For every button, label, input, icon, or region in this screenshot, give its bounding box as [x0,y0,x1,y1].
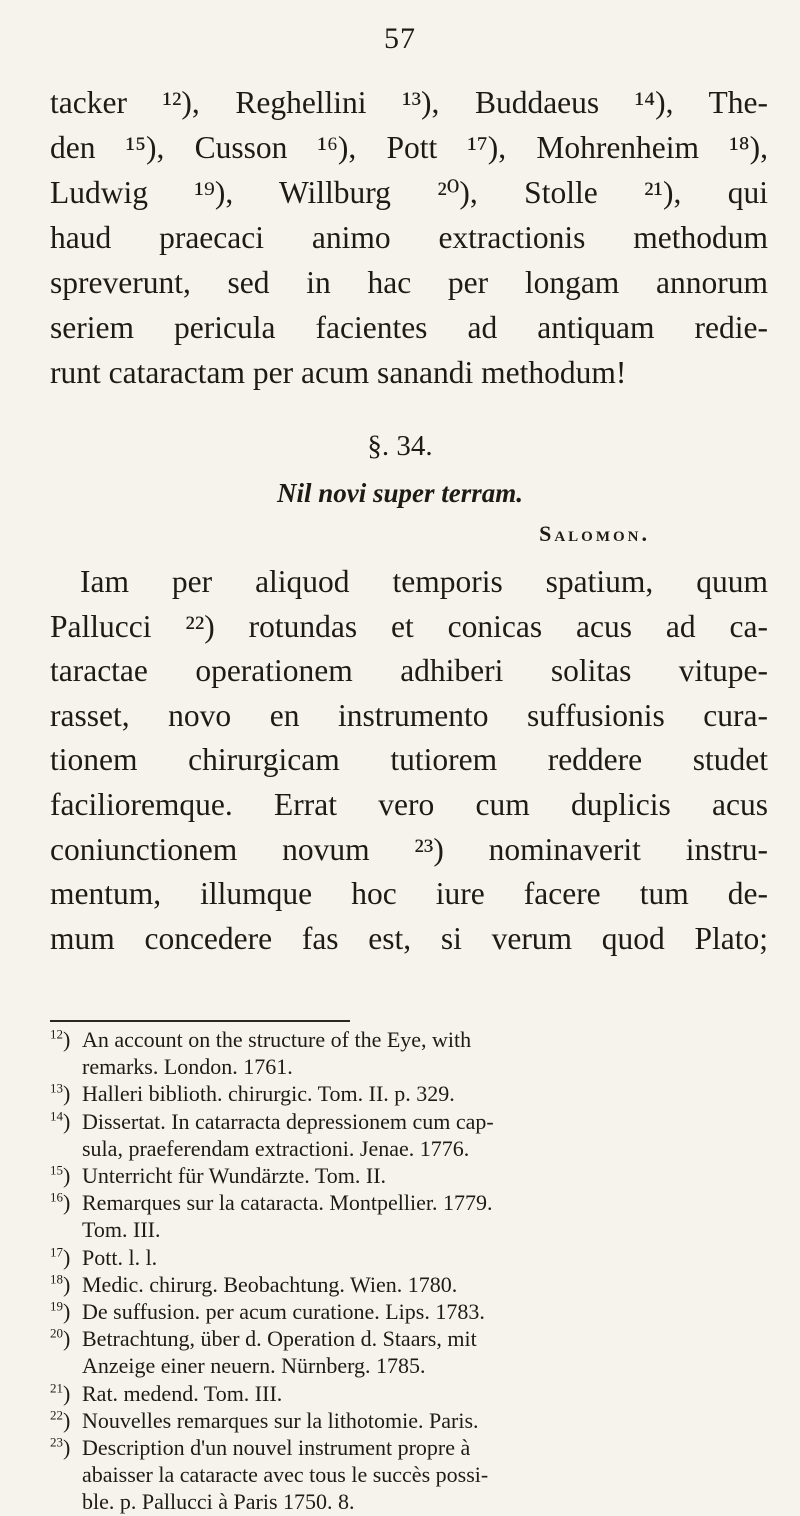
footnote-divider [50,1020,350,1022]
footnote-text: ble. p. Pallucci à Paris 1750. 8. [82,1489,355,1515]
footnote-text: Betrachtung, über d. Operation d. Staars, mit [82,1326,477,1352]
footnote [50,1407,768,1434]
footnote-text: Unterricht für Wundärzte. Tom. II. [82,1163,387,1189]
footnote-text: Description d'un nouvel instrument propre à [82,1435,471,1461]
footnote-number: $^{23}$) [50,1434,71,1461]
footnote-number: $^{18}$) [50,1271,71,1297]
footnote [50,1080,768,1107]
footnote-text: Rat. medend. Tom. III. [82,1380,283,1406]
footnote [50,1271,768,1298]
footnote-text: abaisser la cataracte avec tous le succès possi- [82,1462,489,1488]
text-line: runt cataractam per acum sanandi methodum! [50,355,627,390]
section-motto: Nil novi super terram. [276,478,524,508]
footnote-text: Anzeige einer neuern. Nürnberg. 1785. [82,1353,426,1379]
page-number: 57 [384,22,416,55]
paragraph-2 [50,560,768,961]
footnote-number: $^{13}$) [50,1081,71,1107]
footnote-number: $^{21}$) [50,1380,71,1406]
footnote-text: Halleri biblioth. chirurgic. Tom. II. p. 329. [82,1081,455,1107]
footnote-text: Nouvelles remarques sur la lithotomie. Paris. [82,1407,479,1433]
paragraph-1 [50,80,768,395]
footnote [50,1162,768,1189]
footnote [50,1325,768,1379]
footnote-number: $^{22}$) [50,1407,71,1433]
footnote [50,1434,768,1516]
text-line: mentum, illumque hoc iure facere tum de- [50,876,768,912]
motto-author: Salomon. [539,521,650,546]
text-line: rasset, novo en instrumento suffusionis cura- [50,697,768,733]
footnote-text: remarks. London. 1761. [82,1054,293,1080]
text-line: den ¹⁵), Cusson ¹⁶), Pott ¹⁷), Mohrenheim ¹⁸), [50,130,768,165]
footnote [50,1108,768,1162]
footnote [50,1244,768,1271]
footnote-text: Remarques sur la cataracta. Montpellier. 1779. [82,1190,493,1216]
footnote-number: $^{14}$) [50,1108,71,1134]
footnote-number: $^{17}$) [50,1244,71,1270]
section-heading: §. 34. [367,430,433,462]
footnote [50,1026,768,1080]
footnote [50,1189,768,1243]
footnote-text: Medic. chirurg. Beobachtung. Wien. 1780. [82,1271,458,1297]
footnote [50,1380,768,1407]
footnote-number: $^{19}$) [50,1298,71,1325]
text-line: spreverunt, sed in hac per longam annorum [50,265,768,300]
footnotes [50,1026,768,1516]
text-line: coniunctionem novum ²³) nominaverit instru- [50,831,768,867]
footnote-number: $^{20}$) [50,1325,71,1352]
text-line: Iam per aliquod temporis spatium, quum [80,564,768,599]
footnote-number: $^{15}$) [50,1162,71,1189]
footnote [50,1298,768,1325]
text-line: seriem pericula facientes ad antiquam redie- [50,310,768,345]
footnote-number: $^{12}$) [50,1026,71,1052]
footnote-text: De suffusion. per acum curatione. Lips. 1783. [82,1299,485,1325]
text-line: tacker ¹²), Reghellini ¹³), Buddaeus ¹⁴), The- [50,85,768,120]
footnote-text: An account on the structure of the Eye, with [82,1027,472,1052]
footnote-text: Tom. III. [82,1217,161,1243]
footnote-text: Pott. l. l. [82,1244,158,1270]
footnote-number: $^{16}$) [50,1189,71,1216]
footnote-text: sula, praeferendam extractioni. Jenae. 1776. [82,1135,470,1161]
text-line: mum concedere fas est, si verum quod Plato; [50,920,768,956]
text-line: taractae operationem adhiberi solitas vitupe- [50,653,768,689]
text-line: haud praecaci animo extractionis methodum [50,220,768,255]
text-line: facilioremque. Errat vero cum duplicis acus [50,786,768,822]
text-line: Ludwig ¹⁹), Willburg ²⁰), Stolle ²¹), qui [50,175,768,210]
text-line: tionem chirurgicam tutiorem reddere studet [50,742,768,778]
text-line: Pallucci ²²) rotundas et conicas acus ad ca- [50,608,768,644]
footnote-text: Dissertat. In catarracta depressionem cum cap- [82,1108,494,1134]
